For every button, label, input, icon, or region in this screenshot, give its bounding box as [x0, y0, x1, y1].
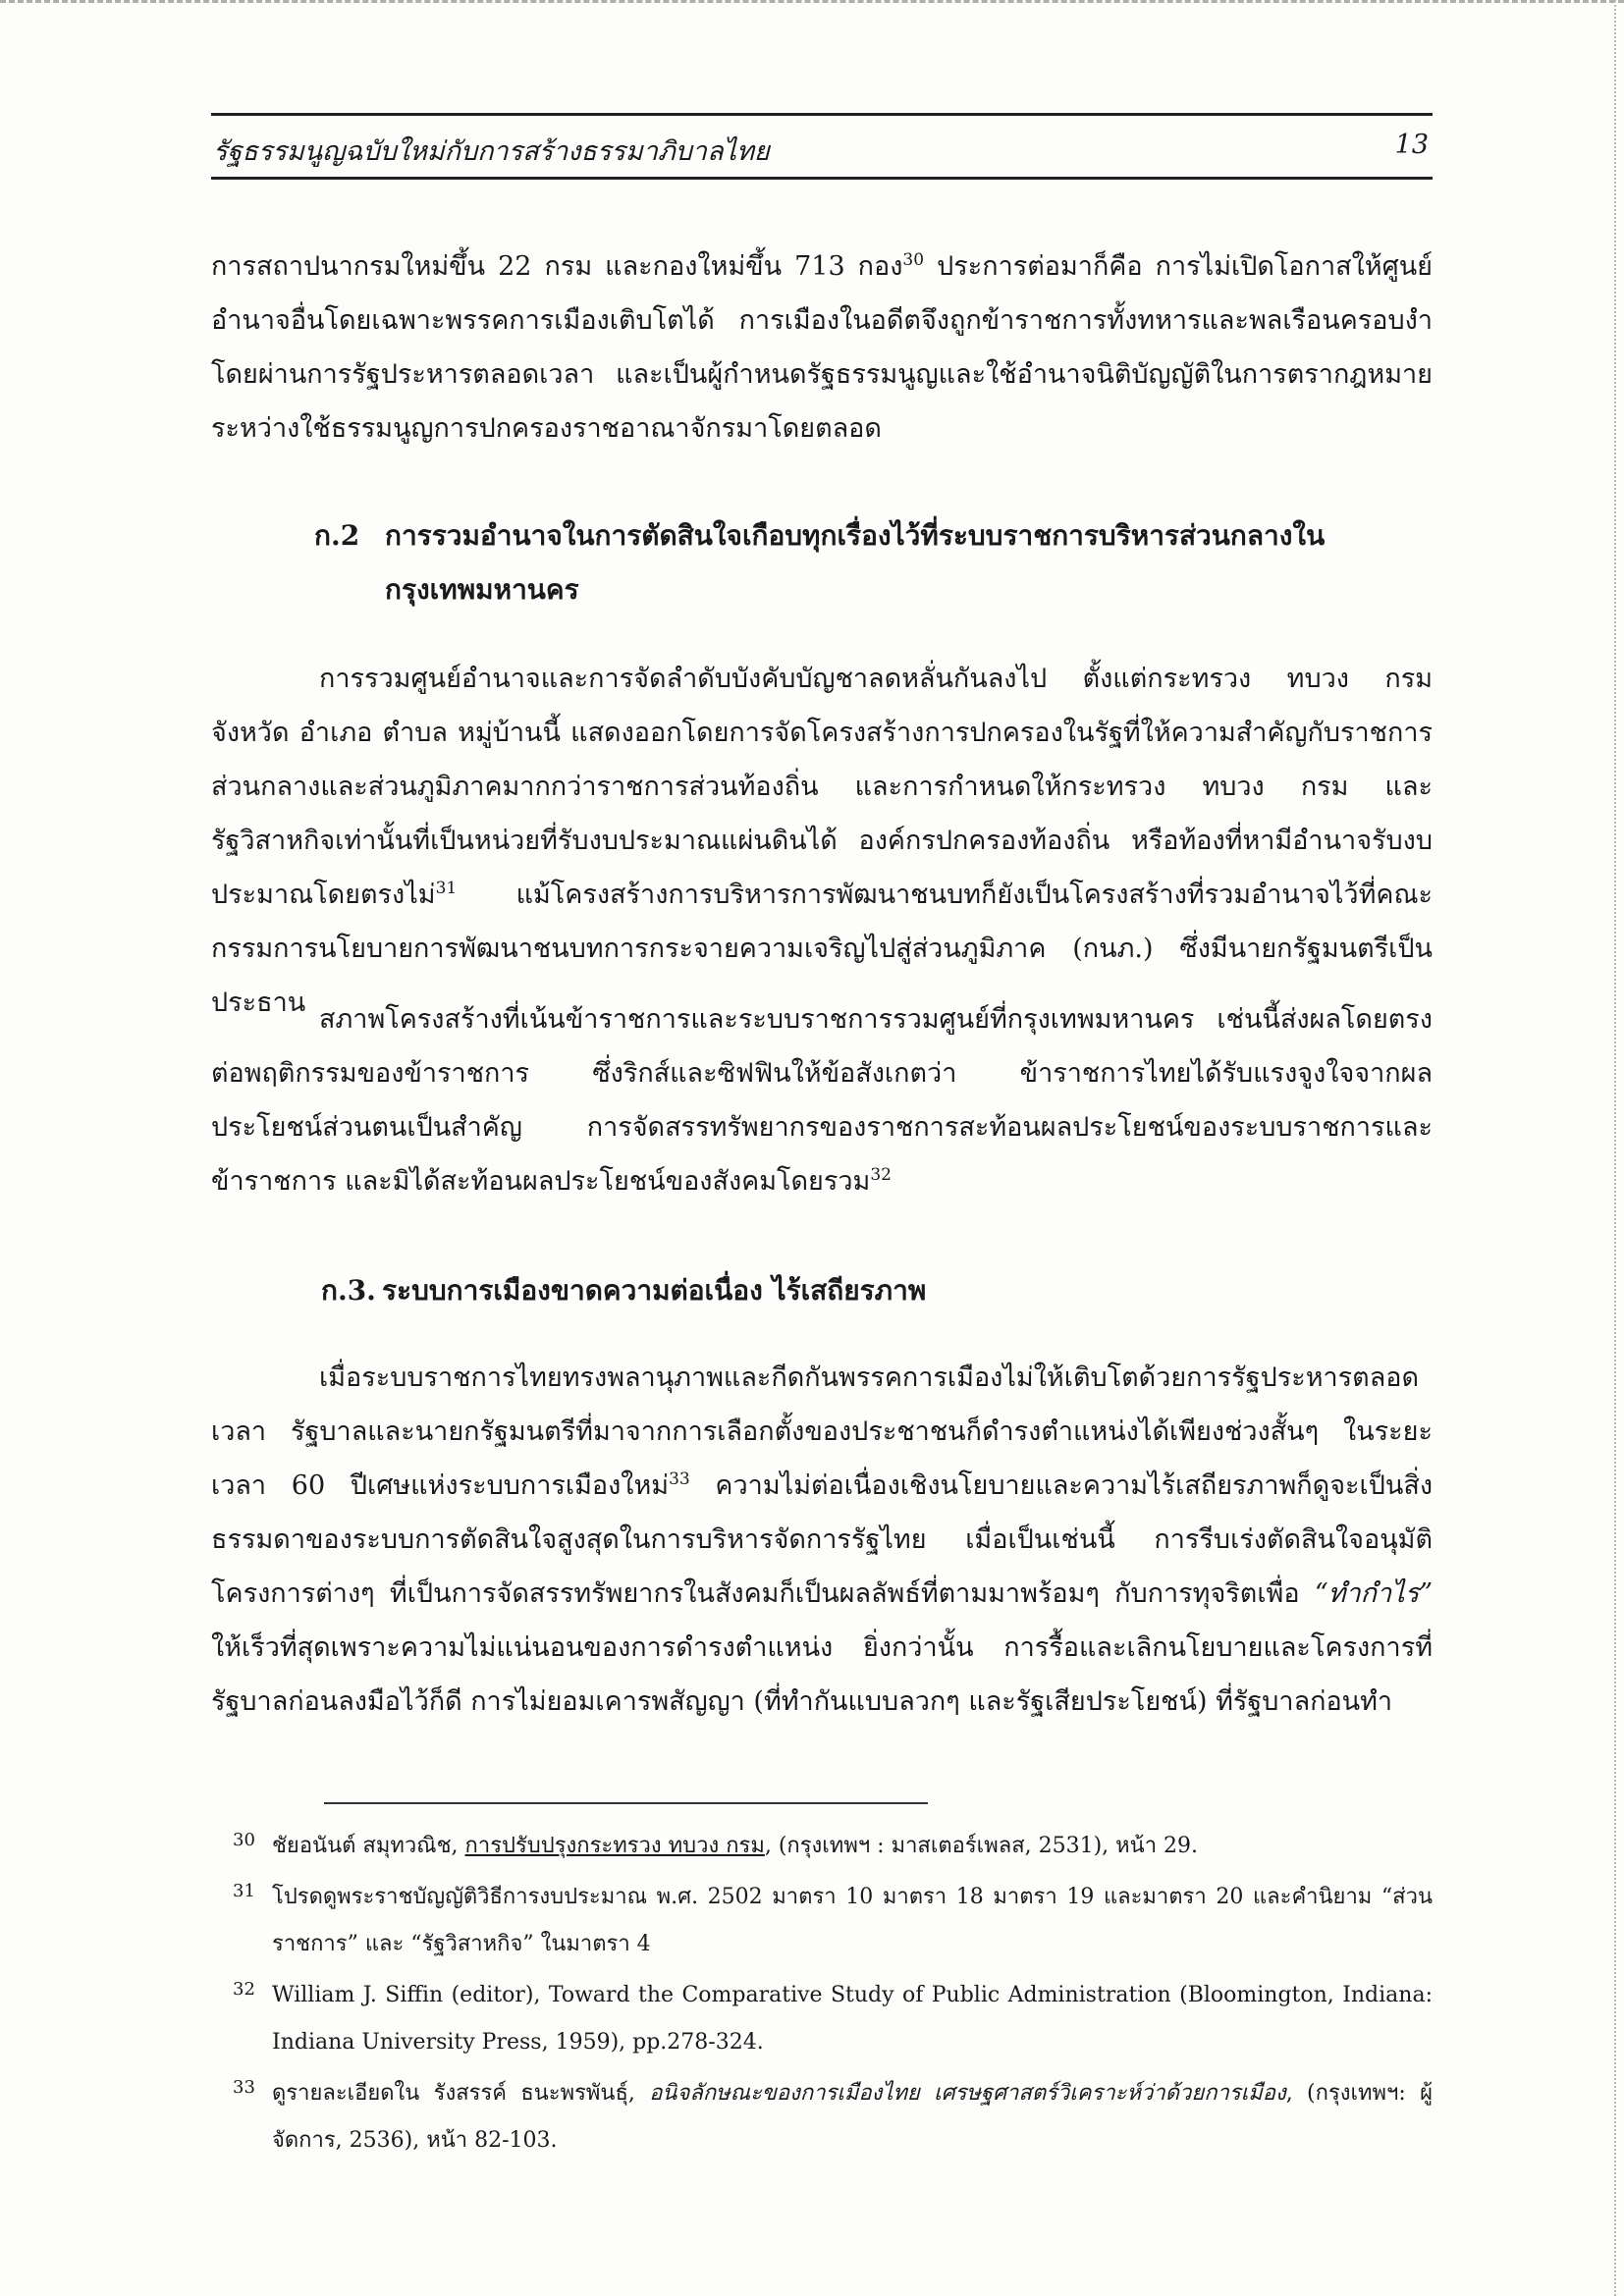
footnote-33: [211, 2070, 1433, 2164]
section-title-line2: กรุงเทพมหานคร: [385, 573, 579, 606]
running-header-title: รัฐธรรมนูญฉบับใหม่กับการสร้างธรรมาภิบาลไทย: [213, 136, 770, 167]
footnote-author: ชัยอนันต์ สมุทวณิช,: [272, 1834, 465, 1858]
page-number: 13: [1394, 130, 1429, 160]
footnotes: [211, 1823, 1433, 2168]
italic-phrase: “ทำกำไร”: [1314, 1578, 1433, 1609]
scan-edge-top: [0, 0, 1624, 9]
paragraph-1-text: การสถาปนากรมใหม่ขึ้น 22 กรม และกองใหม่ขึ้น 713 กอง: [211, 251, 903, 282]
footnote-ref-31[interactable]: 31: [435, 879, 458, 898]
section-number: ก.3.: [321, 1274, 376, 1307]
paragraph-3-text: สภาพโครงสร้างที่เน้นข้าราชการและระบบราชการรวมศูนย์ที่กรุงเทพมหานคร เช่นนี้ส่งผลโดยตรงต่อพฤติกรรมของข้าราชการ ซึ่งริกส์และซิฟฟินให้ข้อสังเกตว่า ข้าราชการไทยได้รับแรงจูงใจจากผลประโยชน์ส่วนตนเป็นสำคัญ การจัดสรรทรัพยากรของราชการสะท้อนผลประโยชน์ของระบบราชการและข้าราชการ และมิได้สะท้อนผลประโยชน์ของสังคมโดยรวม: [211, 1004, 1433, 1197]
paragraph-2: [211, 652, 1433, 1030]
footnote-ref-33[interactable]: 33: [669, 1469, 690, 1489]
paragraph-4-text-end: ให้เร็วที่สุดเพราะความไม่แน่นอนของการดำรงตำแหน่ง ยิ่งกว่านั้น การรื้อและเลิกนโยบายและโครงการที่รัฐบาลก่อนลงมือไว้ก็ดี การไม่ยอมเคารพสัญญา (ที่ทำกันแบบลวกๆ และรัฐเสียประโยชน์) ที่รัฐบาลก่อนทำ: [211, 1632, 1433, 1717]
footnote-citation: , (กรุงเทพฯ: ผู้จัดการ, 2536), หน้า 82-103.: [272, 2081, 1434, 2153]
footnote-title: การปรับปรุงกระทรวง ทบวง กรม: [464, 1834, 765, 1858]
footnote-ref-30[interactable]: 30: [902, 250, 925, 270]
paragraph-4-text-cont: ความไม่ต่อเนื่องเชิงนโยบายและความไร้เสถียรภาพก็ดูจะเป็นสิ่งธรรมดาของระบบการตัดสินใจสูงสุดในการบริหารจัดการรัฐไทย เมื่อเป็นเช่นนี้ การรีบเร่งตัดสินใจอนุมัติโครงการต่างๆ ที่เป็นการจัดสรรทรัพยากรในสังคมก็เป็นผลลัพธ์ที่ตามมาพร้อมๆ กับการทุจริตเพื่อ: [211, 1470, 1434, 1609]
footnote-citation: , (กรุงเทพฯ : มาสเตอร์เพลส, 2531), หน้า 29.: [764, 1834, 1199, 1858]
footnote-number: 32: [233, 1979, 255, 2000]
footnote-separator: [324, 1802, 928, 1804]
footnote-30: [211, 1823, 1433, 1870]
paragraph-4-text: เมื่อระบบราชการไทยทรงพลานุภาพและกีดกันพรรคการเมืองไม่ให้เติบโตด้วยการรัฐประหารตลอดเวลา รัฐบาลและนายกรัฐมนตรีที่มาจากการเลือกตั้งของประชาชนก็ดำรงตำแหน่งได้เพียงช่วงสั้นๆ ในระยะเวลา 60 ปีเศษแห่งระบบการเมืองใหม่: [211, 1362, 1433, 1501]
footnote-lead: ดูรายละเอียดใน รังสรรค์ ธนะพรพันธุ์,: [272, 2081, 650, 2106]
paragraph-4: [211, 1351, 1433, 1729]
section-heading-k2: [314, 508, 1325, 616]
section-title-line1: ระบบการเมืองขาดความต่อเนื่อง ไร้เสถียรภาพ: [382, 1274, 927, 1307]
paragraph-1-text-cont: ประการต่อมาก็คือ การไม่เปิดโอกาสให้ศูนย์อำนาจอื่นโดยเฉพาะพรรคการเมืองเติบโตได้ การเมืองในอดีตจึงถูกข้าราชการทั้งทหารและพลเรือนครอบงำโดยผ่านการรัฐประหารตลอดเวลา และเป็นผู้กำหนดรัฐธรรมนูญและใช้อำนาจนิติบัญญัติในการตรากฎหมายระหว่างใช้ธรรมนูญการปกครองราชอาณาจักรมาโดยตลอด: [211, 251, 1434, 444]
footnote-text: William J. Siffin (editor), Toward the Comparative Study of Public Administration (Bloomington, Indiana: Indiana University Press, 1959), pp.278-324.: [272, 1983, 1433, 2055]
footnote-32: [211, 1972, 1433, 2066]
footnote-number: 30: [233, 1830, 255, 1850]
paragraph-2-text: การรวมศูนย์อำนาจและการจัดลำดับบังคับบัญชาลดหลั่นกันลงไป ตั้งแต่กระทรวง ทบวง กรม จังหวัด อำเภอ ตำบล หมู่บ้านนี้ แสดงออกโดยการจัดโครงสร้างการปกครองในรัฐที่ให้ความสำคัญกับราชการส่วนกลางและส่วนภูมิภาคมากกว่าราชการส่วนท้องถิ่น และการกำหนดให้กระทรวง ทบวง กรม และรัฐวิสาหกิจเท่านั้นที่เป็นหน่วยที่รับงบประมาณแผ่นดินได้ องค์กรปกครองท้องถิ่น หรือท้องที่หามีอำนาจรับงบประมาณโดยตรงไม่: [211, 664, 1433, 910]
footnote-ref-32[interactable]: 32: [870, 1165, 892, 1185]
footnote-title: อนิจลักษณะของการเมืองไทย เศรษฐศาสตร์วิเคราะห์ว่าด้วยการเมือง: [649, 2081, 1286, 2106]
paragraph-1: [211, 240, 1433, 455]
running-header: [211, 113, 1433, 180]
footnote-number: 33: [233, 2077, 255, 2098]
section-number: ก.2: [314, 519, 360, 552]
footnote-number: 31: [233, 1881, 255, 1901]
scan-edge-right: [1611, 0, 1616, 2296]
section-heading-k3: [321, 1263, 926, 1317]
paragraph-2-text-cont: แม้โครงสร้างการบริหารการพัฒนาชนบทก็ยังเป็นโครงสร้างที่รวมอำนาจไว้ที่คณะกรรมการนโยบายการพัฒนาชนบทการกระจายความเจริญไปสู่ส่วนภูมิภาค (กนภ.) ซึ่งมีนายกรัฐมนตรีเป็นประธาน: [211, 880, 1433, 1018]
section-title-line1: การรวมอำนาจในการตัดสินใจเกือบทุกเรื่องไว้ที่ระบบราชการบริหารส่วนกลางใน: [385, 519, 1326, 552]
footnote-31: [211, 1874, 1433, 1968]
paragraph-3: [211, 992, 1433, 1208]
footnote-text: โปรดดูพระราชบัญญัติวิธีการงบประมาณ พ.ศ. 2502 มาตรา 10 มาตรา 18 มาตรา 19 และมาตรา 20 และคำนิยาม “ส่วนราชการ” และ “รัฐวิสาหกิจ” ในมาตรา 4: [272, 1885, 1433, 1956]
